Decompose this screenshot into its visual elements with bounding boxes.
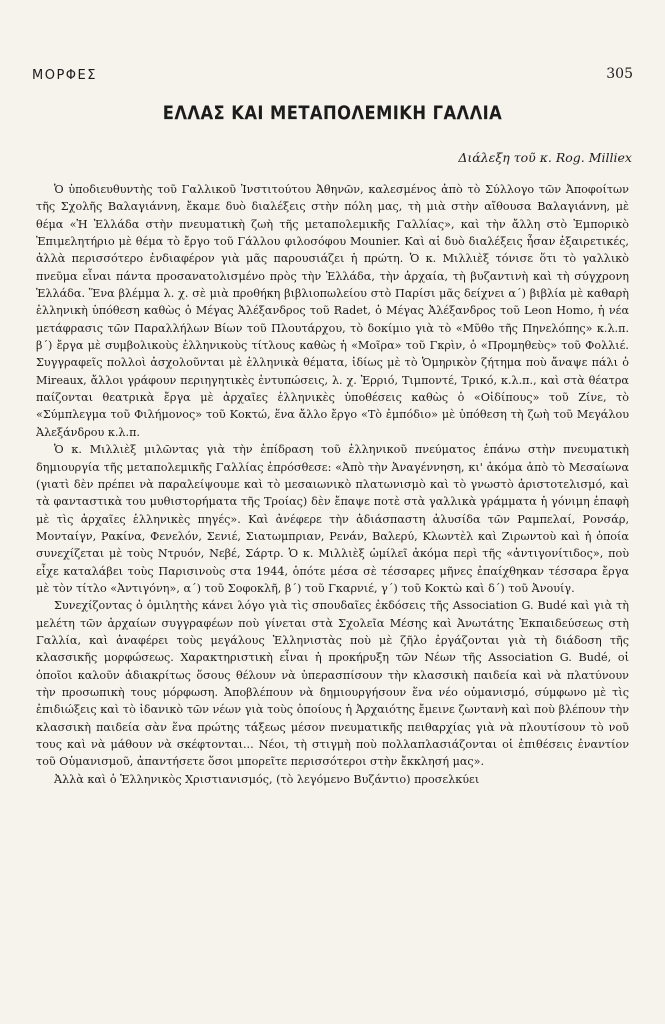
- journal-name: ΜΟΡΦΕΣ: [32, 68, 97, 83]
- paragraph: Ὁ ὑποδιευθυντὴς τοῦ Γαλλικοῦ Ἰνστιτούτου Ἀθηνῶν, καλεσμένος ἀπὸ τὸ Σύλλογο τῶν Ἀποφοίτων τῆς Σχολῆς Βαλαγιάννη, ἔκαμε δυὸ διαλέξεις στὴν πόλη μας, τὴ μιὰ στὴν αἴθουσα Βαλαγιάννη, μὲ θέμα «Ἡ Ἑλλάδα στὴν πνευματικὴ ζωὴ τῆς μεταπολεμικῆς Γαλλίας», καὶ τὴν ἄλλη στὸ Ἐμπορικὸ Ἐπιμελητήριο μὲ θέμα τὸ ἔργο τοῦ Γάλλου φιλοσόφου Mounier. Καὶ αἱ δυὸ διαλέξεις ἦσαν ἐξαιρετικές, ἀλλὰ περισσότερο ἐνδιαφέρον γιὰ μᾶς παρουσιάζει ἡ πρώτη. Ὁ κ. Μιλλιὲξ τόνισε ὅτι τὸ γαλλικὸ πνεῦμα εἶναι πάντα προσανατολισμένο πρὸς τὴν Ἑλλάδα, τὴν ἀρχαία, τὴ βυζαντινὴ καὶ τὴ σύγχρονη Ἑλλάδα. Ἕνα βλέμμα λ. χ. σὲ μιὰ προθήκη βιβλιοπωλείου στὸ Παρίσι μᾶς δείχνει α΄) βιβλία μὲ καθαρὴ ἑλληνικὴ ὑπόθεση καθὼς ὁ Μέγας Ἀλέξανδρος τοῦ Radet, ὁ Μέγας Ἀλέξανδρος τοῦ Leon Homo, ἡ νέα μετάφρασις τῶν Παραλλήλων Βίων τοῦ Πλουτάρχου, τὸ δοκίμιο γιὰ τὸ «Μῦθο τῆς Πηνελόπης» κ.λ.π. β΄) ἔργα μὲ συμβολικοὺς ἑλληνικοὺς τίτλους καθὼς ἡ «Μοῖρα» τοῦ Γκρὶν, ὁ «Προμηθεὺς» τοῦ Φολλιέ. Συγγραφεῖς πολλοὶ ἀσχολοῦνται μὲ ἑλληνικὰ θέματα, ἰδίως μὲ τὸ Ὁμηρικὸν ζήτημα ποὺ ἄναψε πάλι ὁ Mireaux, ἄλλοι γράφουν περιηγητικὲς ἐντυπώσεις, λ. χ. Ἐρριό, Τιμποντέ, Τρικό, κ.λ.π., καὶ στὰ θέατρα παίζονται θεατρικὰ ἔργα μὲ ἀρχαῖες ἑλληνικὲς ὑποθέσεις καθὼς ὁ «Οἰδίπους» τοῦ Ζίνε, τὸ «Σύμπλεγμα τοῦ Φιλήμονος» τοῦ Κοκτώ, ἕνα ἄλλο ἔργο «Τὸ ἐμπόδιο» μὲ ὑπόθεση τὴ ζωὴ τοῦ Μεγάλου Ἀλεξάνδρου κ.λ.π.: [36, 183, 629, 439]
- paragraph: Ὁ κ. Μιλλιὲξ μιλῶντας γιὰ τὴν ἐπίδραση τοῦ ἑλληνικοῦ πνεύματος ἐπάνω στὴν πνευματικὴ δημιουργία τῆς μεταπολεμικῆς Γαλλίας ἐπρόσθεσε: «Ἀπὸ τὴν Ἀναγέννηση, κι' ἀκόμα ἀπὸ τὸ Μεσαίωνα (γιατὶ δὲν πρέπει νὰ παραλείψουμε καὶ τὸ μεσαιωνικὸ πλατωνισμὸ καὶ τὸ γνωστὸ ἀριστοτελισμό, καὶ τὰ φανταστικὰ του μυθιστορήματα τῆς Τροίας) δὲν ἔπαψε ποτὲ στὰ γαλλικὰ γράμματα ἡ γόνιμη ἐπαφὴ μὲ τὶς ἀρχαῖες ἑλληνικὲς πηγές». Καὶ ἀνέφερε τὴν ἀδιάσπαστη ἀλυσίδα τῶν Ραμπελαί, Ρονσάρ, Μονταίγν, Ρακίνα, Φενελόν, Σενιέ, Σιατωμπριαν, Ρενάν, Βαλερύ, Κλωντὲλ καὶ Ζιρωντοὺ καὶ ἡ ὁποία συνεχίζεται μὲ τοὺς Ντρυόν, Νεβέ, Σάρτρ. Ὁ κ. Μιλλιὲξ ὡμίλεῖ ἀκόμα περὶ τῆς «ἀντιγονίτιδος», ποὺ εἶχε καταλάβει τοὺς Παρισινοὺς στα 1944, ὁπότε μέσα σὲ τέσσαρες μῆνες ἐπαίχθηκαν τέσσαρα ἔργα μὲ τὸν τίτλο «Ἀντιγόνη», α΄) τοῦ Σοφοκλῆ, β΄) τοῦ Γκαρνιέ, γ΄) τοῦ Κοκτὼ καὶ δ΄) τοῦ Ἀνουίγ.: [36, 443, 629, 595]
- article-body: [36, 181, 629, 788]
- running-header: [32, 68, 633, 86]
- paragraph: Συνεχίζοντας ὁ ὁμιλητὴς κάνει λόγο γιὰ τὶς σπουδαῖες ἐκδόσεις τῆς Association G. Budé καὶ γιὰ τὴ μελέτη τῶν ἀρχαίων συγγραφέων ποὺ γίνεται στὰ Σχολεῖα Μέσης καὶ Ἀνωτάτης Ἐκπαιδεύσεως στὴ Γαλλία, καὶ ἀναφέρει τοὺς μεγάλους Ἑλληνιστὰς ποὺ μὲ ζῆλο ἐργάζονται γιὰ τὴ διάδοση τῆς κλασσικῆς μορφώσεως. Χαρακτηριστικὴ εἶναι ἡ προκήρυξη τῶν Νέων τῆς Association G. Budé, οἱ ὁποῖοι καλοῦν ἀδιακρίτως ὅσους θέλουν νὰ ὑπερασπίσουν τὴν κλασσικὴ παιδεία καὶ νὰ πλατύνουν τὴν προσωπικὴ τους μόρφωση. Ἀποβλέπουν νὰ δημιουργήσουν ἕνα νέο οὑμανισμό, σύμφωνο μὲ τὶς ἐπιδιώξεις καὶ τὸ ἰδανικὸ τῶν νέων γιὰ τοὺς ὁποίους ἡ Ἀρχαιότης ἔμεινε ζωντανὴ καὶ ποὺ βλέπουν τὴν κλασσικὴ παιδεία σὰν ἕνα πρώτης τάξεως μέσον πνευματικῆς πειθαρχίας γιὰ νὰ πλουτίσουν τὸ νοῦ τους καὶ νὰ μάθουν νὰ σκέφτονται... Νέοι, τὴ στιγμὴ ποὺ πολλαπλασιάζονται οἱ ἐπιθέσεις ἐναντίον τοῦ Οὑμανισμοῦ, ἀπαντήσετε ὅσοι μπορεῖτε περισσότεροι στὴν ἔκκλησή μας».: [36, 599, 629, 769]
- page-number: 305: [606, 66, 633, 82]
- paragraph: Ἀλλὰ καὶ ὁ Ἑλληνικὸς Χριστιανισμός, (τὸ λεγόμενο Βυζάντιο) προσελκύει: [54, 772, 480, 786]
- article-byline: Διάλεξη τοῦ κ. Rog. Milliex: [458, 150, 632, 165]
- article-title: ΕΛΛΑΣ ΚΑΙ ΜΕΤΑΠΟΛΕΜΙΚΗ ΓΑΛΛΙΑ: [162, 102, 503, 124]
